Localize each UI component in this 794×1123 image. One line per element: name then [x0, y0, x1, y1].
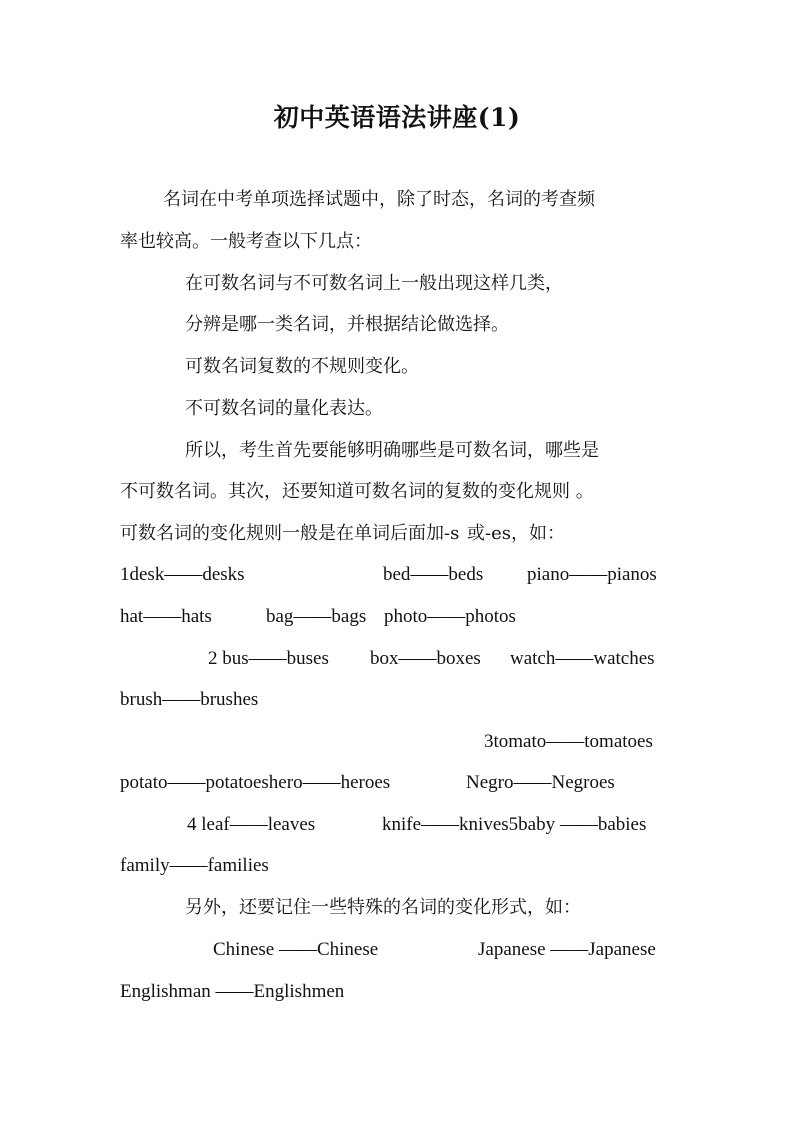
example-box: box——boxes	[370, 648, 481, 669]
special-japanese: Japanese ——Japanese	[478, 939, 656, 960]
example-potato-hero: potato——potatoeshero——heroes	[120, 772, 391, 793]
intro-line-1: 名词在中考单项选择试题中，除了时态，名词的考查频	[163, 189, 595, 210]
example-brush: brush——brushes	[120, 689, 259, 710]
example-bus: 2 bus——buses	[208, 648, 329, 669]
page-title: 初中英语语法讲座(1)	[273, 103, 521, 132]
rules-line-1: 所以，考生首先要能够明确哪些是可数名词，哪些是	[185, 440, 599, 461]
point-4: 不可数名词的量化表达。	[185, 398, 383, 419]
example-tomato: 3tomato——tomatoes	[484, 731, 653, 752]
example-desk: 1desk——desks	[120, 564, 245, 585]
rules-line-3: 可数名词的变化规则一般是在单词后面加-s 或-es，如：	[120, 523, 566, 544]
point-1: 在可数名词与不可数名词上一般出现这样几类，	[185, 273, 563, 294]
special-intro: 另外，还要记住一些特殊的名词的变化形式，如：	[185, 897, 581, 918]
example-bed: bed——beds	[383, 564, 484, 585]
point-2: 分辨是哪一类名词，并根据结论做选择。	[185, 314, 509, 335]
example-hat: hat——hats	[120, 606, 212, 627]
example-piano: piano——pianos	[527, 564, 657, 585]
special-englishman: Englishman ——Englishmen	[120, 981, 345, 1002]
special-chinese: Chinese ——Chinese	[213, 939, 379, 960]
example-photo: photo——photos	[384, 606, 516, 627]
example-bag: bag——bags	[266, 606, 367, 627]
example-family: family——families	[120, 855, 269, 876]
example-knife-baby: knife——knives5baby ——babies	[382, 814, 647, 835]
example-leaf: 4 leaf——leaves	[187, 814, 316, 835]
example-negro: Negro——Negroes	[466, 772, 615, 793]
rules-line-2: 不可数名词。其次，还要知道可数名词的复数的变化规则 。	[120, 481, 594, 502]
point-3: 可数名词复数的不规则变化。	[185, 356, 419, 377]
example-watch: watch——watches	[510, 648, 655, 669]
intro-line-2: 率也较高。一般考查以下几点：	[120, 231, 372, 252]
